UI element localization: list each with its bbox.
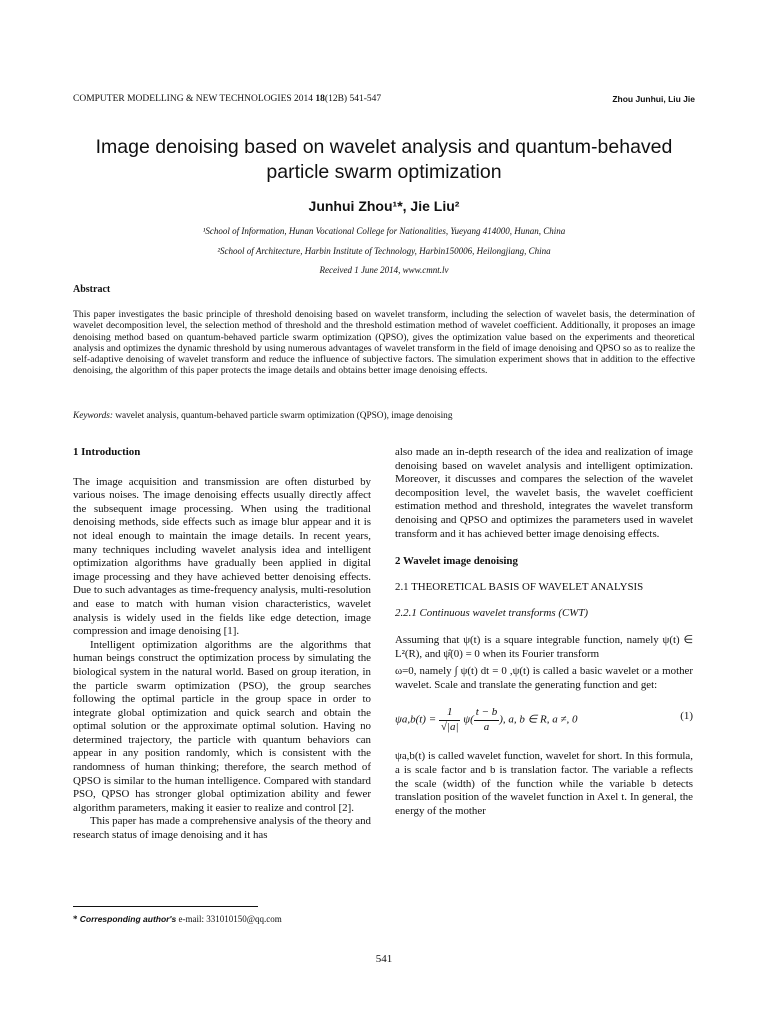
paragraph: The image acquisition and transmission are often disturbed by various noises. The image denoising effects usually directly affect the subsequent image processing. When using the traditional denoising methods, side effects such as image blur appear and it is not ideal enough to maintain the image details. In recent years, many techniques including wavelet analysis idea and intelligent optimization algorithms have gradually been applied in digital image processing and they have achieved better denoising effects. Due to such advantages as time-frequency analysis, multi-resolution and ease to match with human vision characteristics, wavelet analysis is widely used in the fields like edge detection, image compression and image denoising [1]. [73,475,371,638]
abstract-heading: Abstract [73,284,111,295]
section-heading-introduction: 1 Introduction [73,446,141,458]
author-list: Junhui Zhou¹*, Jie Liu² [308,198,460,214]
paragraph: This paper has made a comprehensive analysis of the theory and research status of image denoising and it has [73,815,371,842]
footnote-divider [73,906,258,907]
paragraph: ψa,b(t) is called wavelet function, wavelet for short. In this formula, a is scale factor and b is translation factor. The variable a reflects the scale (width) of the function while the variable b detects translation position of the wavelet function in Axel t. In general, the energy of the mother [395,750,693,817]
journal-citation: COMPUTER MODELLING & NEW TECHNOLOGIES 2014 18(12B) 541-547 [73,94,382,104]
fraction: $\frac{t - b}{a}$ [475,706,498,733]
right-column [395,446,693,818]
equation-number: (1) [680,710,693,723]
keywords [73,410,695,422]
paragraph: also made an in-depth research of the idea and realization of image denoising based on wavelet analysis and intelligent optimization. Moreover, it discusses and compares the selection of the wavelet decomposition level, the wavelet basis, the wavelet coefficient estimation method and threshold, integrates the wavelet transform denoising and QPSO and optimizes the parameters used in wavelet transform and it has achieved better image denoising effects. [395,446,693,540]
abstract-text: This paper investigates the basic principle of threshold denoising based on wavelet transform, including the selection of wavelet basis, the determination of wavelet decomposition level, the selection method of threshold and the threshold estimation method of wavelet coefficient. Additionally, it proposes an image denoising method based on quantum-behaved particle swarm optimization (QPSO), gives the optimization value based on the experiments and theoretical analysis and optimizes the dynamic threshold by using numerous advantages of wavelet transform in the field of image denoising and QPSO so as to realize the self-adaptive denoising of wavelet transform and reduce the influence of subjective factors. The simulation experiment shows that in addition to the effective denoising, the algorithm of this paper protects the image details and obtains better image denoising effects. [73,309,695,377]
affiliation-2: ²School of Architecture, Harbin Institute of Technology, Harbin150006, Heilongjiang, China [217,246,551,256]
received-date: Received 1 June 2014, www.cmnt.lv [319,265,449,275]
page-number: 541 [375,953,393,965]
footnote: * Corresponding author's e-mail: 331010150@qq.com [73,914,282,924]
equation-body: ψa,b(t) = $\frac{1}{√|a|}$ ψ( $\frac{t - b}{a}$ ), a, b ∈ R, a ≠, 0 [395,706,578,733]
paragraph: ω=0, namely ∫ ψ(t) dt = 0 ,ψ(t) is called a basic wavelet or a mother wavelet. Scale and translate the generating function and get: [395,665,693,691]
running-header [73,92,695,106]
keywords-label: Keywords: [73,411,113,421]
header-authors: Zhou Junhui, Liu Jie [612,94,695,104]
paragraph: Assuming that ψ(t) is a square integrable function, namely ψ(t) ∈ L²(R), and ψ̂(0) = 0 when its Fourier transform [395,633,693,660]
subsection-heading: 2.1 THEORETICAL BASIS OF WAVELET ANALYSIS [395,580,644,593]
section-heading-wavelet-denoising: 2 Wavelet image denoising [395,555,518,568]
paragraph: Intelligent optimization algorithms are the algorithms that human beings construct the optimization process by simulating the biological system in the natural world. Based on group iteration, in the particle swarm optimization (PSO), the group searches following the optimal particle in the group space in order to integrate global optimization and quick search and obtain the optimal solution or the approximate optimal solution. Having no determined trajectory, the particle with quantum behaviors can appear in any position randomly, which is consistent with the randomness of human thinking; therefore, the search method of QPSO is similar to the human intelligence. Compared with standard PSO, QPSO has stronger global optimization ability and fewer algorithm parameters, making it easier to realize and control [2]. [73,638,371,814]
equation-1 [395,700,693,740]
left-column [73,446,371,843]
keywords-text: wavelet analysis, quantum-behaved particle swarm optimization (QPSO), image denoising [112,411,453,421]
affiliation-1: ¹School of Information, Hunan Vocational College for Nationalities, Yueyang 414000, Hunan, China [202,226,566,236]
subsubsection-heading: 2.2.1 Continuous wavelet transforms (CWT) [395,607,589,620]
paper-title: Image denoising based on wavelet analysis and quantum-behaved particle swarm optimization [95,136,673,183]
fraction: $\frac{1}{√|a|}$ [440,706,459,733]
